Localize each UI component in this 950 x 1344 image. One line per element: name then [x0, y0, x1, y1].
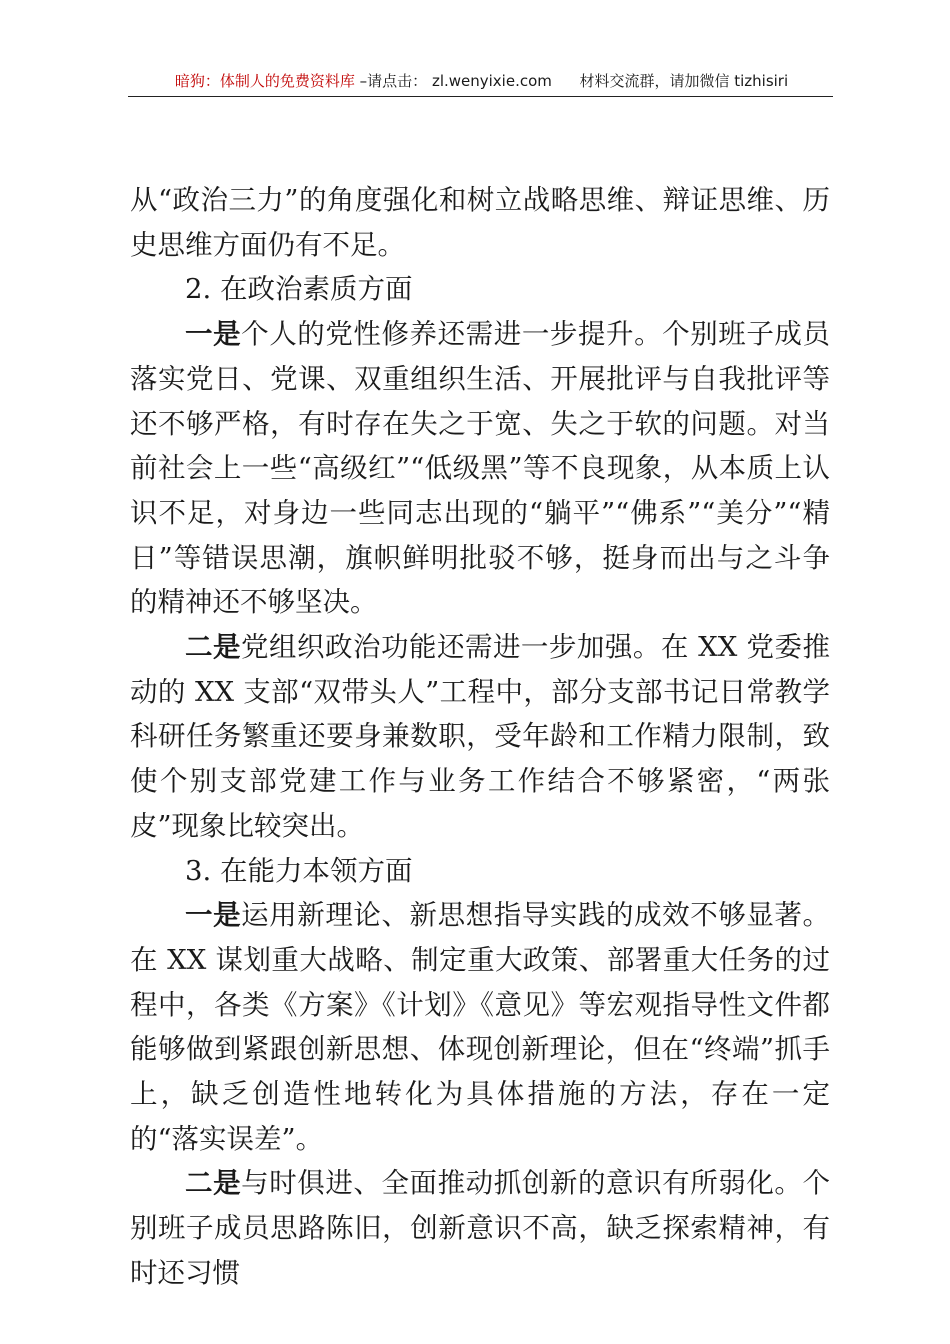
- paragraph-party-spirit: [130, 312, 830, 625]
- group-note: 材料交流群，请加微信 tizhisiri: [579, 72, 789, 90]
- header-divider: [128, 96, 833, 97]
- paragraph-text: 运用新理论、新思想指导实践的成效不够显著。在 XX 谋划重大战略、制定重大政策、部署重大任务的过程中，各类《方案》《计划》《意见》等宏观指导性文件都能够做到紧跟创新思想、体现创新理论，但在“终端”抓手上，缺乏创造性地转化为具体措施的方法，存在一定的“落实误差”。: [130, 899, 831, 1155]
- section-heading-political-quality: 2. 在政治素质方面: [185, 273, 413, 306]
- site-label: 暗狗：体制人的免费资料库: [174, 72, 355, 90]
- page-header: [130, 70, 833, 92]
- paragraph-lead: 一是: [185, 318, 242, 351]
- paragraph-text: 个人的党性修养还需进一步提升。个别班子成员落实党日、党课、双重组织生活、开展批评与自我批评等还不够严格，有时存在失之于宽、失之于软的问题。对当前社会上一些“高级红”“低级黑”等不良现象，从本质上认识不足，对身边一些同志出现的“躺平”“佛系”“美分”“精日”等错误思潮，旗帜鲜明批驳不够，挺身而出与之斗争的精神还不够坚决。: [130, 318, 831, 619]
- document-body: [130, 178, 830, 1296]
- site-url-link[interactable]: zl.wenyixie.com: [431, 72, 552, 90]
- paragraph-text: 与时俱进、全面推动抓创新的意识有所弱化。个别班子成员思路陈旧，创新意识不高，缺乏探索精神，有时还习惯: [130, 1167, 831, 1289]
- paragraph-lead: 二是: [185, 631, 241, 664]
- paragraph-text: 党组织政治功能还需进一步加强。在 XX 党委推动的 XX 支部“双带头人”工程中，部分支部书记日常教学科研任务繁重还要身兼数职，受年龄和工作精力限制，致使个别支部党建工作与业务工作结合不够紧密，“两张皮”现象比较突出。: [130, 631, 831, 842]
- paragraph-continued: 从“政治三力”的角度强化和树立战略思维、辩证思维、历史思维方面仍有不足。: [130, 184, 830, 261]
- section-heading-capability: 3. 在能力本领方面: [185, 854, 413, 887]
- link-prompt: –请点击：: [359, 72, 428, 90]
- paragraph-lead: 二是: [185, 1167, 242, 1200]
- paragraph-innovation: [130, 1161, 830, 1295]
- paragraph-party-organization: [130, 625, 830, 849]
- paragraph-new-theory: [130, 893, 830, 1161]
- paragraph-lead: 一是: [185, 899, 242, 932]
